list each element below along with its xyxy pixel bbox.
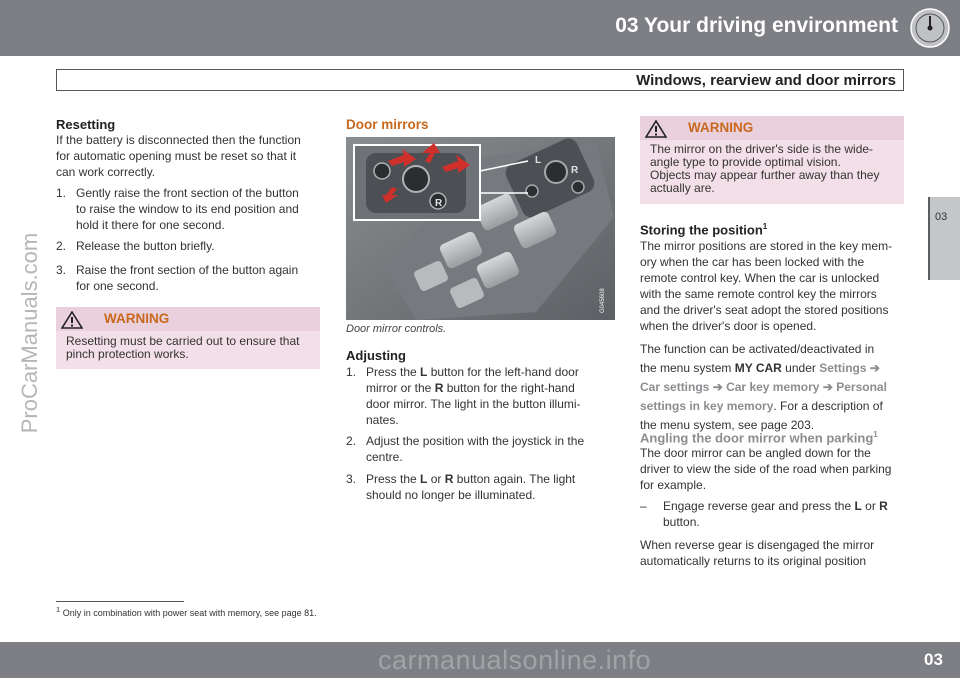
resetting-step-2: 2. Release the button briefly. (56, 239, 215, 253)
label-r-main: R (571, 165, 579, 176)
warning-body: The mirror on the driver's side is the wide- angle type to provide optimal vision. Objects may appear further away than they actually are. (650, 142, 880, 195)
side-strip (930, 56, 960, 640)
section-title: Windows, rearview and door mirrors (636, 72, 896, 89)
figure-code: G045608 (600, 288, 606, 313)
chapter-title: 03 Your driving environment (615, 14, 898, 37)
warning-box-pinch (56, 307, 320, 369)
label-l-main: L (535, 155, 542, 166)
storing-heading: Storing the position$^1$ (640, 222, 768, 238)
warning-triangle-icon (61, 311, 83, 329)
chapter-tab-edge (928, 197, 930, 280)
adjusting-step-2: 2. Adjust the position with the joystick in the centre. (346, 434, 585, 464)
site-watermark: carmanualsonline.info (378, 645, 652, 675)
resetting-heading: Resetting (56, 117, 116, 132)
angling-text: The door mirror can be angled down for the driver to view the side of the road when parking for example. (640, 446, 892, 492)
chapter-tab-label: 03 (935, 211, 948, 223)
warning-title: WARNING (688, 120, 754, 135)
door-mirrors-heading: Door mirrors (346, 117, 429, 132)
warning-triangle-icon (645, 120, 667, 138)
chapter-tab[interactable] (929, 197, 960, 280)
warning-header (640, 116, 904, 140)
footnote-divider (56, 601, 184, 602)
resetting-step-1: 1. Gently raise the front section of the button to raise the window to its end position and hold it there for one second. (56, 186, 299, 232)
adjusting-step-3: 3. Press the L or R button again. The light should no longer be illuminated. (346, 472, 576, 502)
footnote: $^1$ Only in combination with power seat with memory, see page 81. (56, 605, 317, 618)
warning-header (56, 307, 320, 331)
speedometer-icon (908, 6, 952, 50)
warning-box-mirror (640, 116, 904, 204)
angling-heading: Angling the door mirror when parking$^1$ (640, 430, 878, 446)
resetting-intro: If the battery is disconnected then the function for automatic opening must be reset so that it can work correctly. (56, 133, 301, 179)
page-number: 03 (924, 650, 943, 669)
figure-caption: Door mirror controls. (346, 323, 447, 335)
side-watermark: ProCarManuals.com (17, 232, 42, 434)
storing-text: The mirror positions are stored in the key mem- ory when the car has been locked with the remote control key. When the car is unlocked with the same remote control key the mirrors and the driver's seat adopt the stored positions when the driver's door is opened. (640, 239, 893, 333)
menu-path-text: The function can be activated/deactivated in the menu system MY CAR under Settings ➔ Car settings ➔ Car key memory ➔ Personal settings in key memory. For a description of the menu system, see page 203. (640, 342, 887, 432)
resetting-step-3: 3. Raise the front section of the button again for one second. (56, 263, 299, 293)
warning-body: Resetting must be carried out to ensure that pinch protection works. (66, 334, 300, 361)
dash-item-reverse: – Engage reverse gear and press the L or R button. (640, 499, 888, 529)
final-text: When reverse gear is disengaged the mirror automatically returns to its original position (640, 538, 875, 568)
door-mirror-controls-illustration (346, 137, 615, 320)
warning-title: WARNING (104, 311, 170, 326)
adjusting-heading: Adjusting (346, 348, 406, 363)
label-r-inset: R (435, 198, 443, 209)
adjusting-step-1: 1. Press the L button for the left-hand door mirror or the R button for the right-hand door mirror. The light in the button illumi- nates. (346, 365, 581, 427)
